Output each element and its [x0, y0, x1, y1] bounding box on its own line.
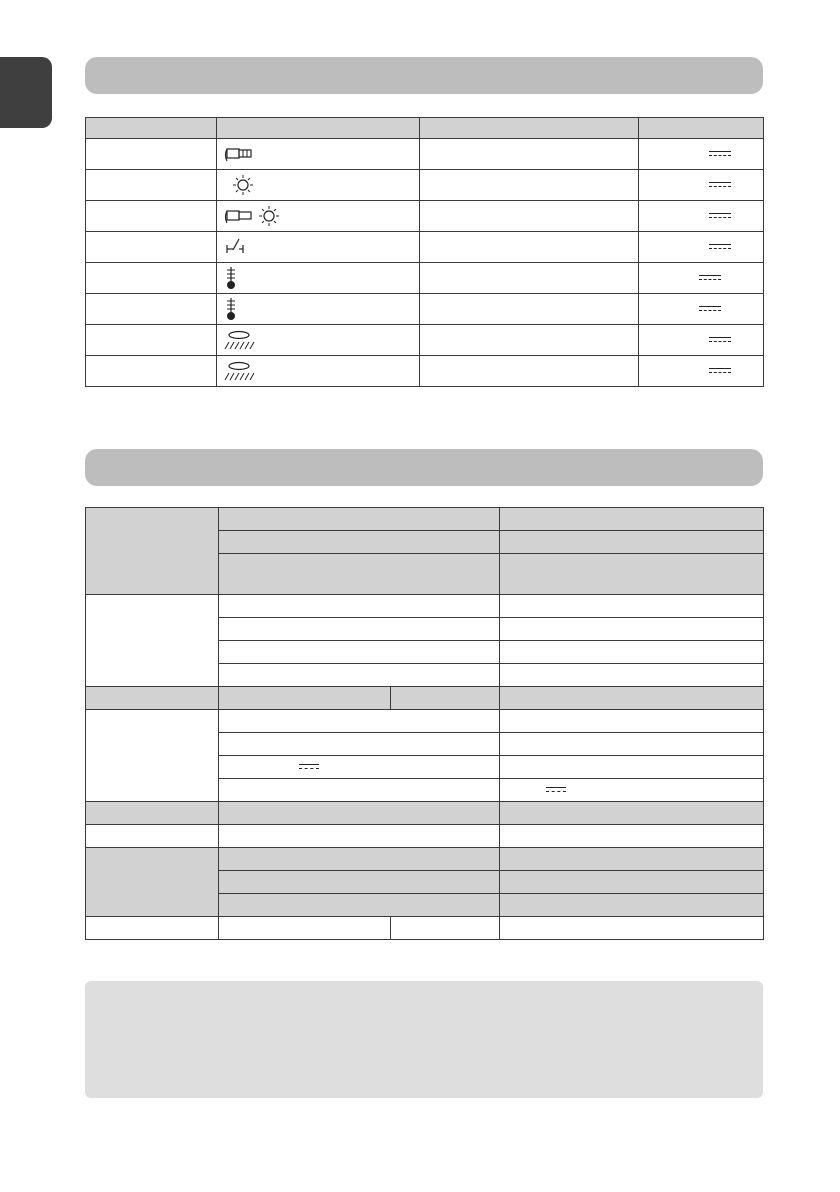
language-side-tab [0, 57, 52, 128]
thermometer-icon [221, 266, 281, 290]
thermometer-icon [221, 297, 281, 321]
dc-current-icon [709, 151, 731, 157]
dc-current-icon [546, 787, 566, 793]
header-cell [86, 118, 217, 139]
hot-plate-icon [221, 329, 281, 351]
section-header-band-1 [85, 57, 763, 94]
table-row [86, 170, 764, 201]
hot-plate-icon [221, 360, 281, 382]
symbols-table-header-row [86, 118, 764, 139]
note-box [85, 981, 763, 1098]
table-row [86, 263, 764, 294]
table-row [86, 232, 764, 263]
table-row [86, 595, 764, 618]
bulb-icon [221, 174, 281, 196]
table-row [86, 325, 764, 356]
table-row [86, 201, 764, 232]
dc-current-icon [699, 275, 721, 281]
section-header-band-2 [85, 449, 763, 486]
table-row [86, 825, 764, 848]
switch-icon [221, 236, 281, 258]
table-row [86, 802, 764, 825]
dc-current-icon [709, 182, 731, 188]
tip-and-bulb-icon [221, 205, 301, 227]
table-row [86, 294, 764, 325]
table-row [86, 139, 764, 170]
table-row [86, 710, 764, 733]
header-cell [217, 118, 420, 139]
table-row [86, 356, 764, 387]
dc-current-icon [699, 306, 721, 312]
table-row [86, 508, 764, 531]
header-cell [420, 118, 639, 139]
dc-current-icon [709, 368, 731, 374]
symbols-table [85, 117, 764, 387]
table-row [86, 687, 764, 710]
table-row [86, 848, 764, 871]
dc-current-icon [299, 764, 319, 770]
table-row [86, 917, 764, 940]
dc-current-icon [709, 244, 731, 250]
tip-icon [221, 143, 281, 165]
header-cell [639, 118, 764, 139]
dc-current-icon [709, 213, 731, 219]
dc-current-icon [709, 337, 731, 343]
specifications-table [85, 507, 764, 940]
